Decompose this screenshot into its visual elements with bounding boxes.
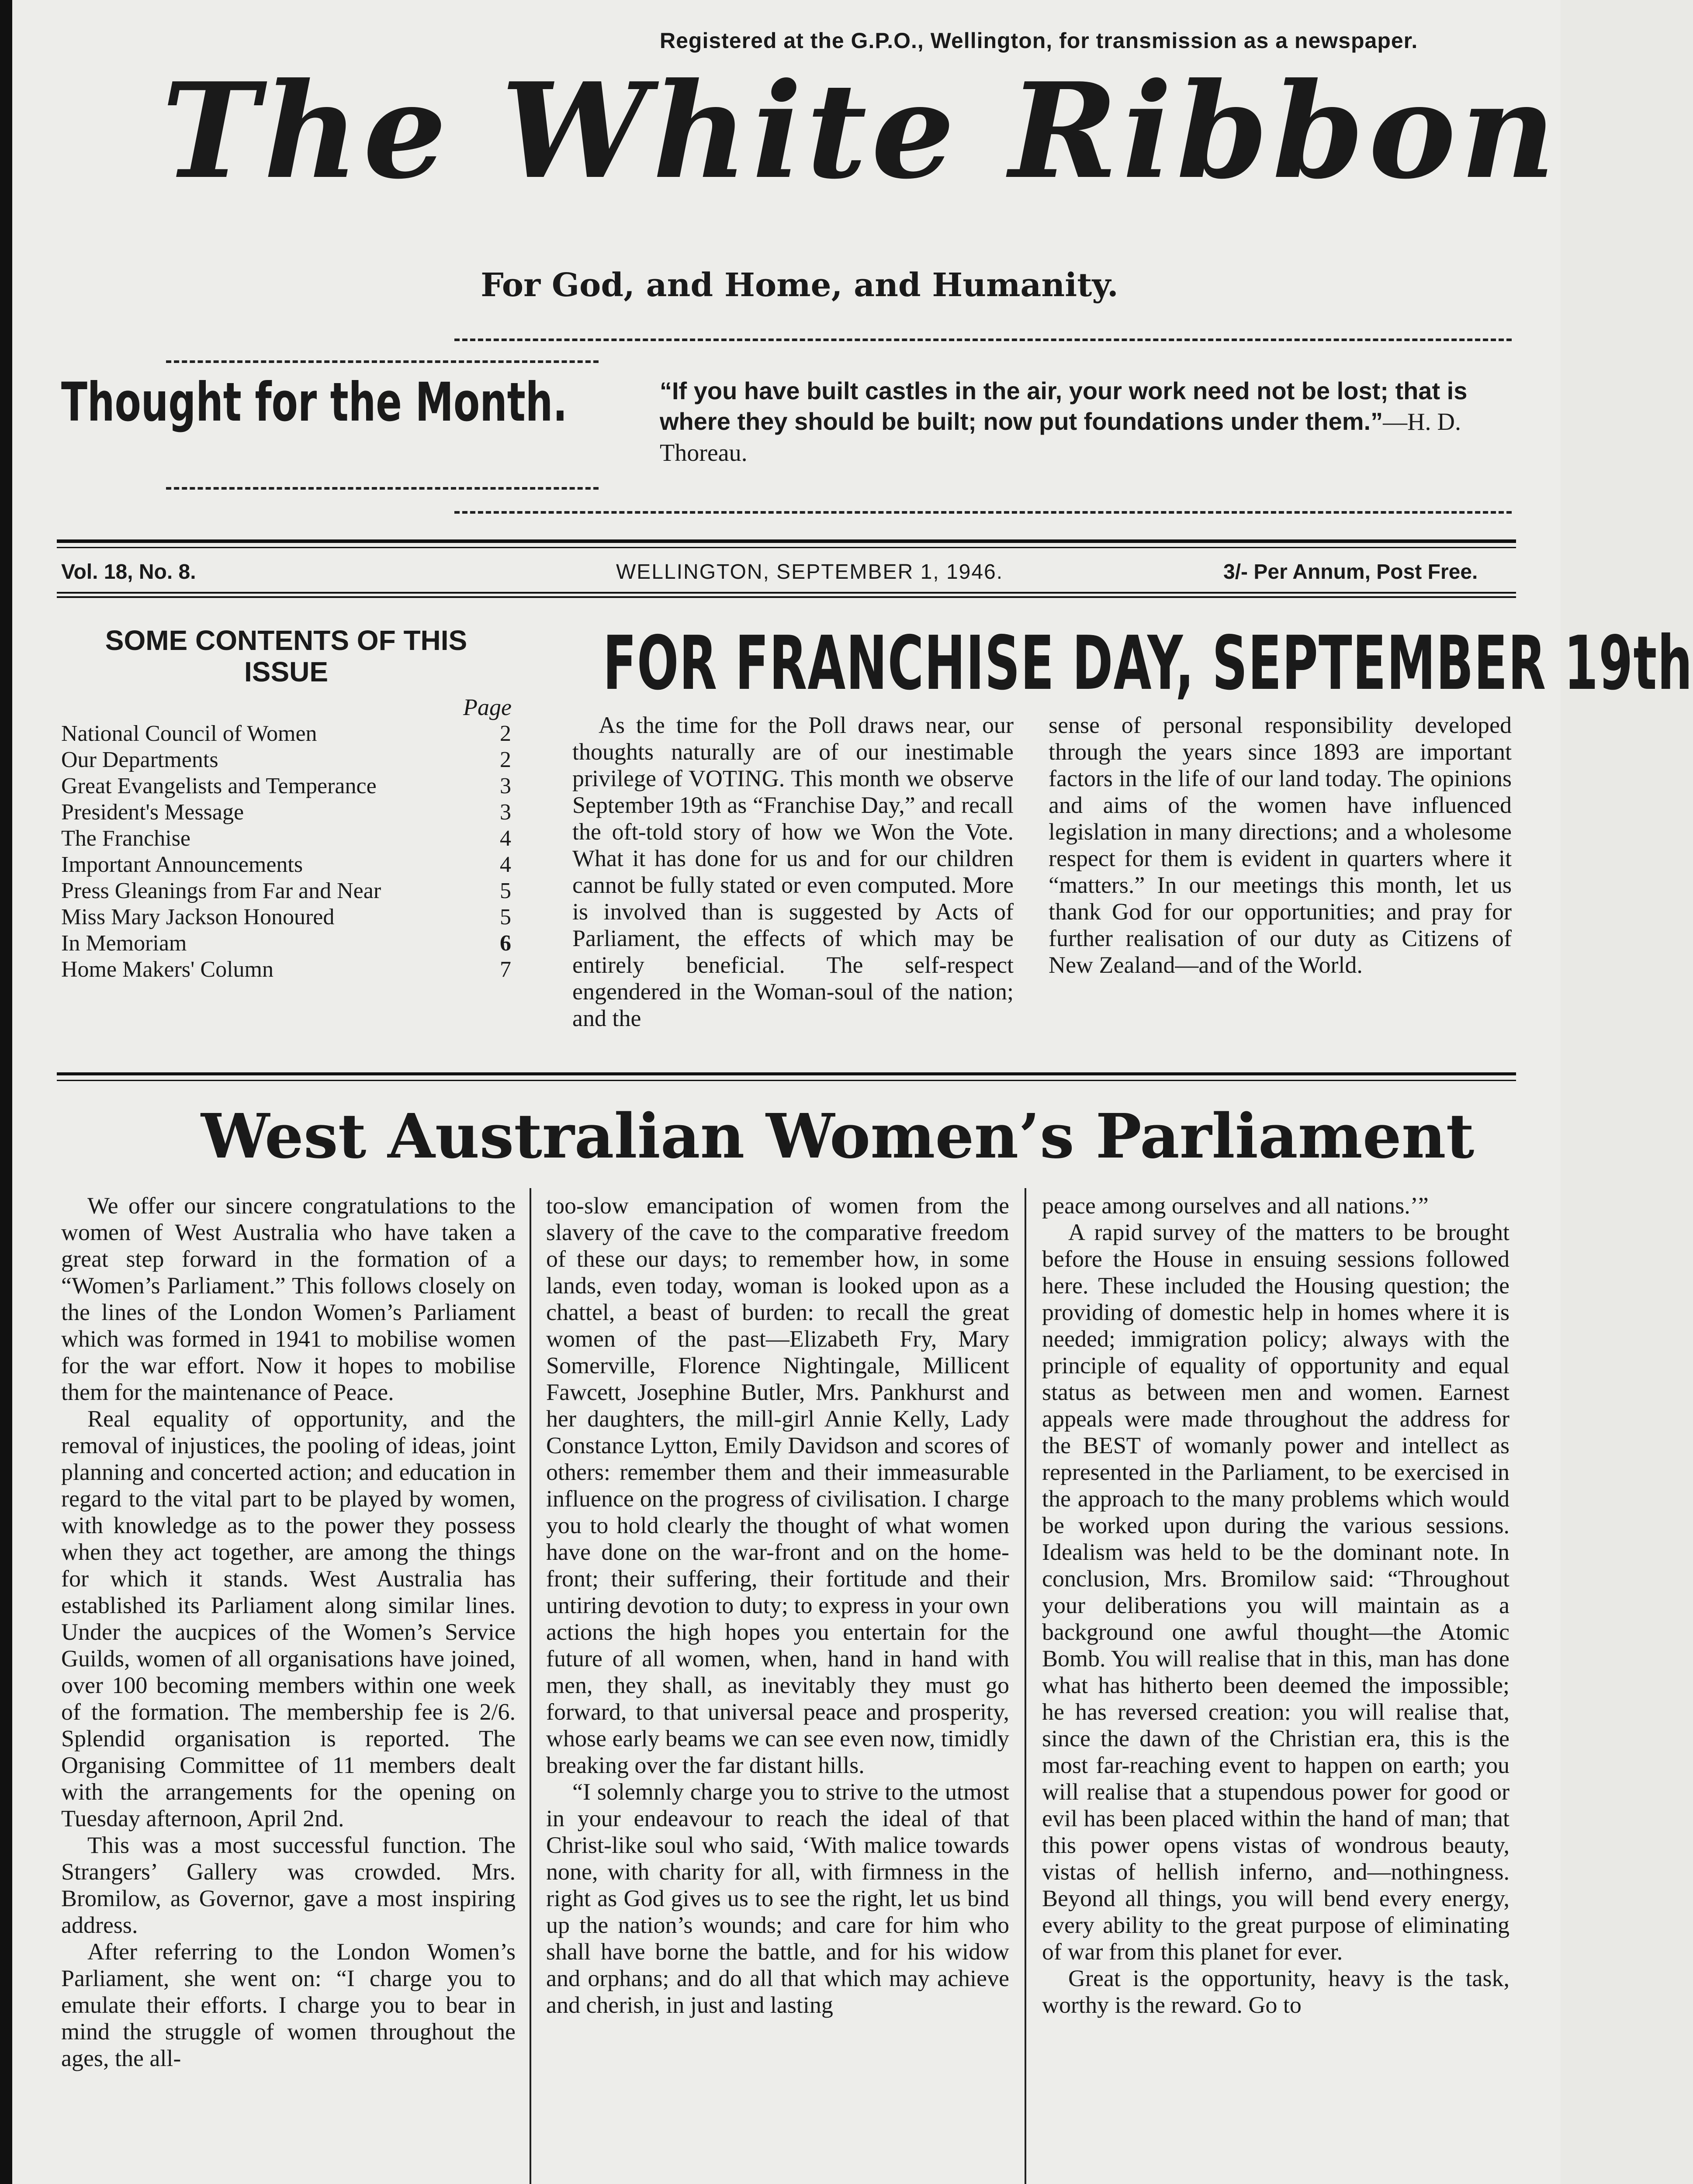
quote-text: “If you have built castles in the air, your work need not be lost; that is where they should be built; now put foundations under them.” — [660, 377, 1468, 435]
franchise-headline: FOR FRANCHISE DAY, SEPTEMBER 19th — [603, 620, 1693, 707]
contents-page-label: Page — [463, 694, 512, 720]
contents-item: President's Message 3 — [61, 800, 511, 825]
contents-item: Miss Mary Jackson Honoured 5 — [61, 905, 511, 930]
rule — [57, 1080, 1516, 1081]
quote-attribution: —H. D. Thoreau. — [660, 408, 1461, 467]
contents-item: Press Gleanings from Far and Near 5 — [61, 878, 511, 903]
contents-list — [61, 721, 511, 983]
contents-item: Home Makers' Column 7 — [61, 957, 511, 982]
volume-number: Vol. 18, No. 8. — [61, 560, 196, 584]
column-divider — [530, 1188, 531, 2184]
franchise-column-2: sense of personal responsibility developed through the years since 1893 are important factors in the life of our land today. The opinions and aims of the women have influenced legislation in many directions; and a wholesome respect for them is evident in quarters where it “matters.” In our meetings this month, let us thank God for our opportunities; and pray for further realisation of our duty as Citizens of New Zealand—and of the World. — [1049, 712, 1512, 978]
rule — [57, 596, 1516, 598]
page-edge — [0, 0, 12, 2184]
contents-item: In Memoriam 6 — [61, 931, 511, 956]
article-headline: West Australian Women’s Parliament — [201, 1101, 1475, 1172]
contents-title: SOME CONTENTS OF THIS ISSUE — [105, 625, 467, 688]
dashed-rule — [454, 511, 1512, 514]
masthead-title: The White Ribbon — [162, 54, 1560, 208]
contents-item: Important Announcements 4 — [61, 852, 511, 877]
contents-item: Great Evangelists and Temperance 3 — [61, 774, 511, 798]
registration-notice: Registered at the G.P.O., Wellington, for transmission as a newspaper. — [660, 28, 1418, 53]
subscription-price: 3/- Per Annum, Post Free. — [1223, 560, 1478, 584]
article-column-1: We offer our sincere congratulations to the women of West Australia who have taken a great step forward in the formation of a “Women’s Parliament.” This follows closely on the lines of the London Women’s Parliament which was formed in 1941 to mobilise women for the war effort. Now it hopes to mobilise them for the maintenance of Peace. Real equality of opportunity, and the removal of injustices, the pooling of ideas, joint planning and concerted action; and education in regard to the vital part to be played by women, with knowledge as to the power they possess when they act together, are among the things for which it stands. West Australia has established its Parliament along similar lines. Under the aucpices of the Women’s Service Guilds, women of all organisations have joined, over 100 becoming members within one week of the formation. The membership fee is 2/6. Splendid organisation is reported. The Organising Committee of 11 members dealt with the arrangements for the opening on Tuesday afternoon, April 2nd. This was a most successful function. The Strangers’ Gallery was crowded. Mrs. Bromilow, as Governor, gave a most inspiring address. After referring to the London Women’s Parliament, she went on: “I charge you to emulate their efforts. I charge you to bear in mind the struggle of women throughout the ages, the all- — [61, 1192, 516, 2071]
masthead-motto: For God, and Home, and Humanity. — [481, 266, 1118, 304]
article-column-3: peace among ourselves and all nations.’” A rapid survey of the matters to be brought before the House in ensuing sessions followed here. These included the Housing question; the providing of domestic help in homes where it is needed; immigration policy; always with the principle of equality of opportunity and equal status as between men and women. Earnest appeals were made throughout the address for the BEST of womanly power and intellect as represented in the Parliament, to be exercised in the approach to the many problems which would be worked upon during the various sessions. Idealism was held to be the dominant note. In conclusion, Mrs. Bromilow said: “Throughout your deliberations you will maintain as a background one awful thought—the Atomic Bomb. You will realise that in this, man has done what has hitherto been deemed the impossible; he has reversed creation: you will realise that, since the dawn of the Christian era, this is the most far-reaching event to happen on earth; you will realise that a stupendous power for good or evil has been placed within the hand of man; that this power opens vistas of wondrous beauty, vistas of hellish inferno, and—nothingness. Beyond all things, you will bend every energy, every ability to the great purpose of eliminating of war from this planet for ever. Great is the opportunity, heavy is the task, worthy is the reward. Go to — [1042, 1192, 1510, 2018]
contents-item: National Council of Women 2 — [61, 721, 511, 746]
dashed-rule — [454, 339, 1512, 341]
thought-title: Thought for the Month. — [61, 371, 568, 433]
rule — [57, 547, 1516, 548]
rule — [57, 1072, 1516, 1075]
dashed-rule — [166, 487, 599, 490]
rule — [57, 539, 1516, 543]
franchise-column-1: As the time for the Poll draws near, our thoughts naturally are of our inestimable privilege of VOTING. This month we observe September 19th as “Franchise Day,” and recall the oft-told story of how we Won the Vote. What it has done for us and for our children cannot be fully stated or even computed. More is involved than is suggested by Acts of Parliament, the effects of which may be entirely beneficial. The self-respect engendered in the Woman-soul of the nation; and the — [572, 712, 1014, 1031]
issue-date: WELLINGTON, SEPTEMBER 1, 1946. — [616, 560, 1004, 584]
thought-quote — [660, 376, 1512, 468]
contents-item: Our Departments 2 — [61, 747, 511, 772]
rule — [57, 592, 1516, 594]
article-column-2: too-slow emancipation of women from the slavery of the cave to the comparative freedom of these our days; to remember how, in some lands, even today, woman is looked upon as a chattel, a beast of burden: to recall the great women of the past—Elizabeth Fry, Mary Somerville, Florence Nightingale, Millicent Fawcett, Josephine Butler, Mrs. Pankhurst and her daughters, the mill-girl Annie Kelly, Lady Constance Lytton, Emily Davidson and scores of others: remember them and their immeasurable influence on the progress of civilisation. I charge you to hold clearly the thought of what women have done on the war-front and on the home-front; their suffering, their fortitude and their untiring devotion to duty; to express in your own actions the high hopes you entertain for the future of all women, when, hand in hand with men, they shall, as inevitably they must go forward, to that universal peace and prosperity, whose early beams we can see even now, timidly breaking over the far distant hills. “I solemnly charge you to strive to the utmost in your endeavour to reach the ideal of that Christ-like soul who said, ‘With malice towards none, with charity for all, with firmness in the right as God gives us to see the right, let us bind up the nation’s wounds; and care for him who shall have borne the battle, and for his widow and orphans; and do all that which may achieve and cherish, in just and lasting — [546, 1192, 1009, 2018]
column-divider — [1025, 1188, 1026, 2184]
contents-item: The Franchise 4 — [61, 826, 511, 851]
dashed-rule — [166, 360, 599, 363]
